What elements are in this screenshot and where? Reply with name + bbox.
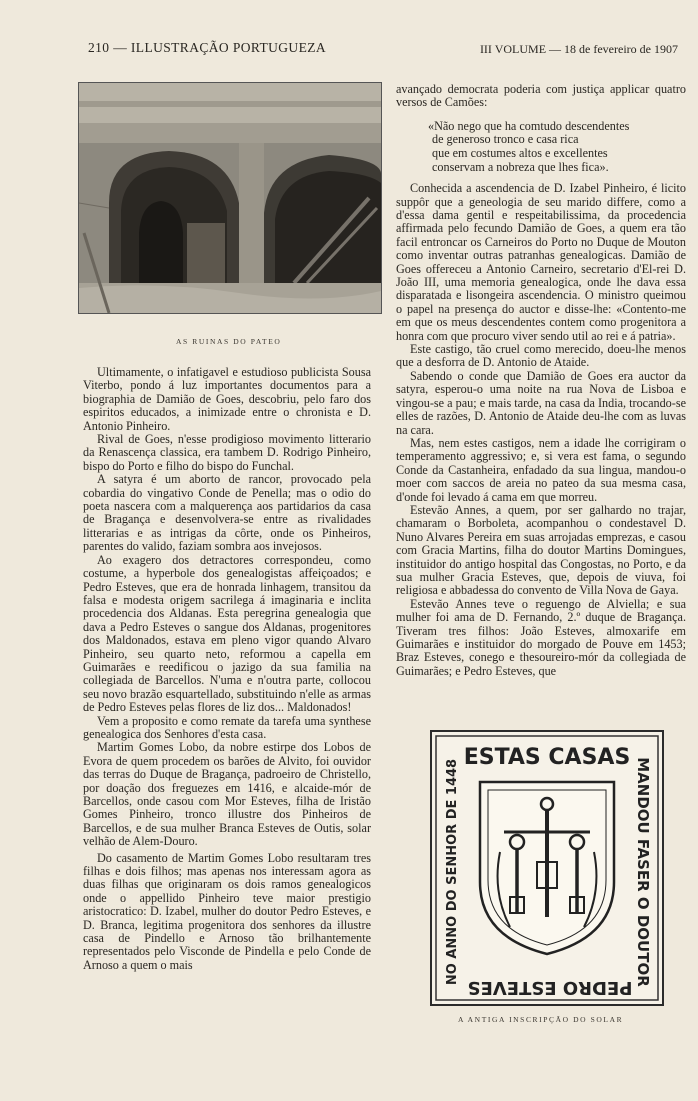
verse-line: conservam a nobreza que lhes fica».	[432, 159, 609, 174]
verse-line: «Não nego que ha comtudo descendentes	[428, 118, 630, 133]
paragraph: Este castigo, tão cruel como merecido, doeu-lhe menos que a desforra de D. Antonio de Ataide.	[396, 342, 686, 370]
plaque-text-top: ESTAS CASAS	[463, 745, 631, 770]
page-number-title: 210 — ILLUSTRAÇÃO PORTUGUEZA	[88, 40, 327, 55]
plaque-text-right: MANDOU FASER O DOUTOR	[634, 757, 652, 987]
paragraph: Conhecida a ascendencia de D. Izabel Pinheiro, é licito suppôr que a geneologia de seu marido differe, como a d'essa dama gentil e respeitabilissima, da procedencia affirmada pelo fecundo Damião de Goes, a quem era tão facil entroncar os Carneiros do Porto no Duque de Mouton como inventar outras patranhas genealogicas. Damião de Goes offereceu a Antonio Carneiro, secretario d'El-rei D. João III, uma memoria genealogica, onde lhe dava essa disparatada e lisongeira ascendencia. O ministro queimou o papel na presença do auctor e disse-lhe: «Contento-me em que os meus descendentes contem como progenitora a honra com que procuro viver sendo util ao rei e á patria».	[396, 181, 686, 343]
paragraph: Estevão Annes, a quem, por ser galhardo no trajar, chamaram o Borboleta, acompanhou o condestavel D. Nuno Alvares Pereira em suas arrojadas emprezas, e casou com Gracia Martins, filha do doutor Martins Domingues, instituidor do antigo hospital das Congostas, no Porto, e da sua mulher Gracia Esteves, que, depois de viuva, foi religiosa e abbadessa do convento de Villa Nova de Gaya.	[396, 502, 686, 598]
plaque-text-bottom: PEDRO ESTEVES	[467, 977, 633, 998]
plaque-caption: A ANTIGA INSCRIPÇÃO DO SOLAR	[458, 1015, 624, 1024]
photo-caption: AS RUINAS DO PATEO	[176, 337, 282, 346]
verse-line: de generoso tronco e casa rica	[432, 132, 579, 147]
issue-date: III VOLUME — 18 de fevereiro de 1907	[479, 42, 678, 56]
paragraph: Sabendo o conde que Damião de Goes era auctor da satyra, esperou-o uma noite na rua Nova de Lisboa e vingou-se a pau; e mais tarde, na casa da India, trocando-se elles de razões, D. Antonio de Ataide deu-lhe com as luvas na cara.	[396, 368, 686, 437]
camoes-verse	[428, 120, 686, 174]
paragraph: A satyra é um aborto de rancor, provocado pela cobardia do vingativo Conde de Penella; mas o odio do poeta nascera com a malquerença aos partidarios da casa de Bragança e desenvolvera-se entre as rivalidades litterarias e as intrigas da côrte, onde os Pinheiros, parentes do valido, faziam sombra aos invejosos.	[83, 472, 371, 554]
plaque-text-left: NO ANNO DO SENHOR DE 1448	[445, 758, 460, 986]
paragraph: Ultimamente, o infatigavel e estudioso publicista Sousa Viterbo, pondo á luz importantes documentos para a biographia de Damião de Goes, descobriu, pelo faro dos espiritos educados, a inimizade entre o chronista e D. Antonio Pinheiro.	[83, 365, 371, 433]
paragraph: Vem a proposito e como remate da tarefa uma synthese genealogica dos Senhores d'esta casa.	[83, 713, 371, 741]
inscription-plaque	[430, 730, 664, 1006]
right-text-column	[396, 83, 686, 678]
verse-line: que em costumes altos e excellentes	[432, 146, 608, 160]
paragraph: Martim Gomes Lobo, da nobre estirpe dos Lobos de Evora de quem procedem os barões de Alvito, foi ouvidor das terras do Duque de Bragança, padroeiro de Christello, por doação dos freguezes em 1416, e alcaide-mór de Barcellos, onde casou com Mor Esteves, filha de Iristão Gomes Pinheiro, tronco illustre dos Pinheiros de Barcellos, e de sua mulher Branca Esteves de Outis, solar velhão de Alem-Douro.	[83, 740, 371, 849]
left-text-column	[83, 366, 371, 972]
paragraph: Ao exagero dos detractores correspondeu, como costume, a hyperbole dos genealogistas affeiçoados; e Pedro Esteves, que era de honrada linhagem, transitou da falsa e modesta origem sacrilega á imaginaria e inclita procedencia dos Aldanas. Esta peregrina genealogia que dava a Pedro Esteves o sangue dos Aldanas, progenitores dos Maldonados, estava em pleno vigor quando Alvaro Pinheiro, seu quarto neto, reformou a capella em Guimarães e reedificou o jazigo da sua familia na collegiada de Barcellos. N'uma e n'outra parte, collocou seu novo brazão esquartellado, substituindo n'elle as armas de Pedro Esteves pelas flores de liz dos... Maldonados!	[83, 552, 371, 715]
courtyard-ruins-photo	[78, 82, 382, 314]
paragraph: Do casamento de Martim Gomes Lobo resultaram tres filhas e dois filhos; mas apenas nos interessam agora as duas filhas que originaram os dois ramos genealogicos onde o appellido Pinheiro teve maior prestigio aristocratico: D. Izabel, mulher do doutor Pedro Esteves, e D. Branca, legitima progenitora dos senhores da illustre casa de Pindello e Arnoso tão brilhantemente representados pelo Visconde de Pindella e pelo Conde de Arnoso a quem o mais	[83, 850, 371, 972]
page-header	[0, 40, 698, 60]
paragraph: Rival de Goes, n'esse prodigioso movimento litterario da Renascença classica, era tambem D. Rodrigo Pinheiro, bispo do Porto e filho do bispo do Funchal.	[83, 432, 371, 473]
paragraph: avançado democrata poderia com justiça applicar quatro versos de Camões:	[396, 82, 686, 110]
paragraph: Estevão Annes teve o reguengo de Alviella; e sua mulher foi ama de D. Fernando, 2.º duque de Bragança. Tiveram tres filhos: João Esteves, almoxarife em Guimarães e instituidor do morgado de Pouve em 1453; Braz Esteves, conego e thesoureiro-mór da collegiada de Guimarães; e Pedro Esteves, que	[396, 596, 686, 678]
paragraph: Mas, nem estes castigos, nem a idade lhe corrigiram o temperamento aggressivo; e, si vera est fama, o segundo Conde da Castanheira, enfadado da sua lingua, mandou-o moer com saccos de areia no pateo da sua mesma casa, d'onde foi levado á cama em que morreu.	[396, 435, 686, 504]
